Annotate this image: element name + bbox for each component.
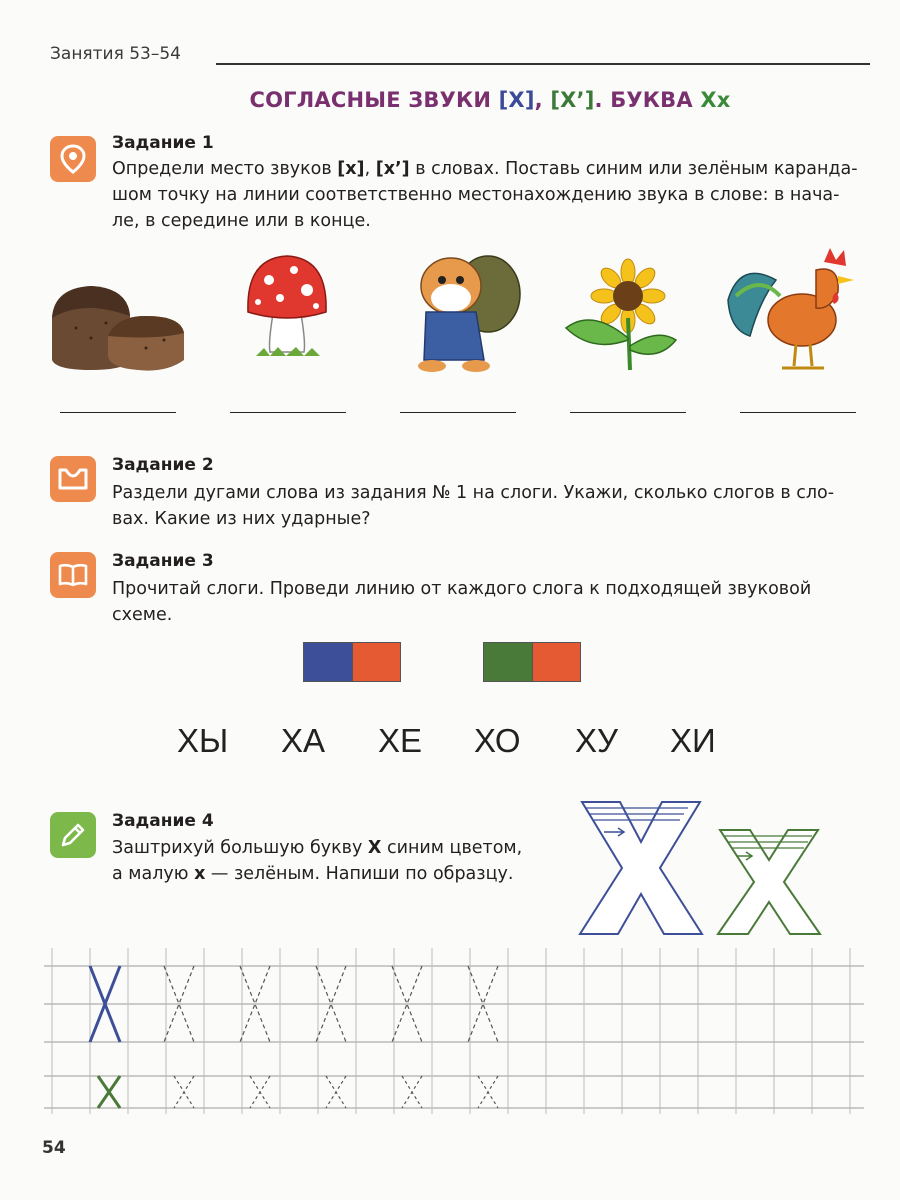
envelope-icon — [50, 456, 96, 502]
big-letter-outline[interactable] — [576, 798, 706, 938]
mushroom-picture — [244, 252, 330, 368]
page-title — [40, 88, 900, 112]
syllable[interactable]: ХЫ — [177, 722, 229, 759]
sunflower-picture — [562, 258, 680, 370]
answer-line-4[interactable] — [570, 412, 686, 413]
task2-line2: вах. Какие из них ударные? — [112, 509, 371, 529]
title-sound-soft: [Х’] — [550, 88, 595, 112]
syllable[interactable]: ХЕ — [378, 722, 423, 759]
title-part1: СОГЛАСНЫЕ ЗВУКИ — [249, 88, 499, 112]
task1-text — [112, 156, 862, 234]
scheme-soft-consonant — [484, 643, 533, 681]
title-part2: . БУКВА — [594, 88, 701, 112]
task4-text — [112, 835, 552, 887]
task4-line1-c: синим цветом, — [381, 838, 523, 858]
writing-grid[interactable] — [44, 948, 868, 1118]
task1-sound2: [х’] — [375, 159, 410, 179]
task1-line1-a: Определи место звуков — [112, 159, 338, 179]
task4-line1-letter: Х — [367, 838, 382, 858]
task4-line2-a: а малую — [112, 864, 195, 884]
answer-line-1[interactable] — [60, 412, 176, 413]
scheme-hard[interactable] — [303, 642, 401, 682]
task1-line2: шом точку на линии соответственно местонахождению звука в слове: в нача- — [112, 185, 840, 205]
title-sound-hard: [Х] — [498, 88, 535, 112]
task1-sound1: [х] — [337, 159, 365, 179]
task3-title: Задание 3 — [112, 551, 214, 571]
task1-line1-b: , — [364, 159, 376, 179]
task4-line2-letter: х — [194, 864, 206, 884]
task3-line2: схеме. — [112, 605, 173, 625]
task2-line1: Раздели дугами слова из задания № 1 на слоги. Укажи, сколько слогов в сло- — [112, 483, 835, 503]
task4-line1-a: Заштрихуй большую букву — [112, 838, 368, 858]
task1-title: Задание 1 — [112, 133, 214, 153]
syllable[interactable]: ХА — [281, 722, 326, 759]
scheme-hard-vowel — [353, 643, 401, 681]
scheme-hard-consonant — [304, 643, 353, 681]
task3-text — [112, 576, 862, 628]
task1-line3: ле, в середине или в конце. — [112, 211, 371, 231]
bread-picture — [46, 278, 190, 376]
title-comma: , — [534, 88, 551, 112]
task1-line1-c: в словах. Поставь синим или зелёным каранда- — [409, 159, 858, 179]
answer-line-2[interactable] — [230, 412, 346, 413]
answer-line-5[interactable] — [740, 412, 856, 413]
hamster-picture — [406, 242, 522, 380]
syllable[interactable]: ХИ — [670, 722, 716, 759]
location-pin-icon — [50, 136, 96, 182]
answer-line-3[interactable] — [400, 412, 516, 413]
task4-line2-c: — зелёным. Напиши по образцу. — [205, 864, 514, 884]
lesson-label: Занятия 53–54 — [50, 44, 182, 64]
title-letter: Хх — [700, 88, 731, 112]
small-letter-outline[interactable] — [716, 826, 822, 938]
page-number: 54 — [42, 1138, 66, 1158]
syllable[interactable]: ХО — [474, 722, 521, 759]
syllable[interactable]: ХУ — [575, 722, 618, 759]
open-book-icon — [50, 552, 96, 598]
scheme-soft[interactable] — [483, 642, 581, 682]
pencil-icon — [50, 812, 96, 858]
task2-title: Задание 2 — [112, 455, 214, 475]
task2-text — [112, 480, 862, 532]
header-rule — [216, 63, 870, 65]
task4-title: Задание 4 — [112, 811, 214, 831]
scheme-soft-vowel — [533, 643, 581, 681]
rooster-picture — [720, 240, 860, 376]
task3-line1: Прочитай слоги. Проведи линию от каждого слога к подходящей звуковой — [112, 579, 812, 599]
